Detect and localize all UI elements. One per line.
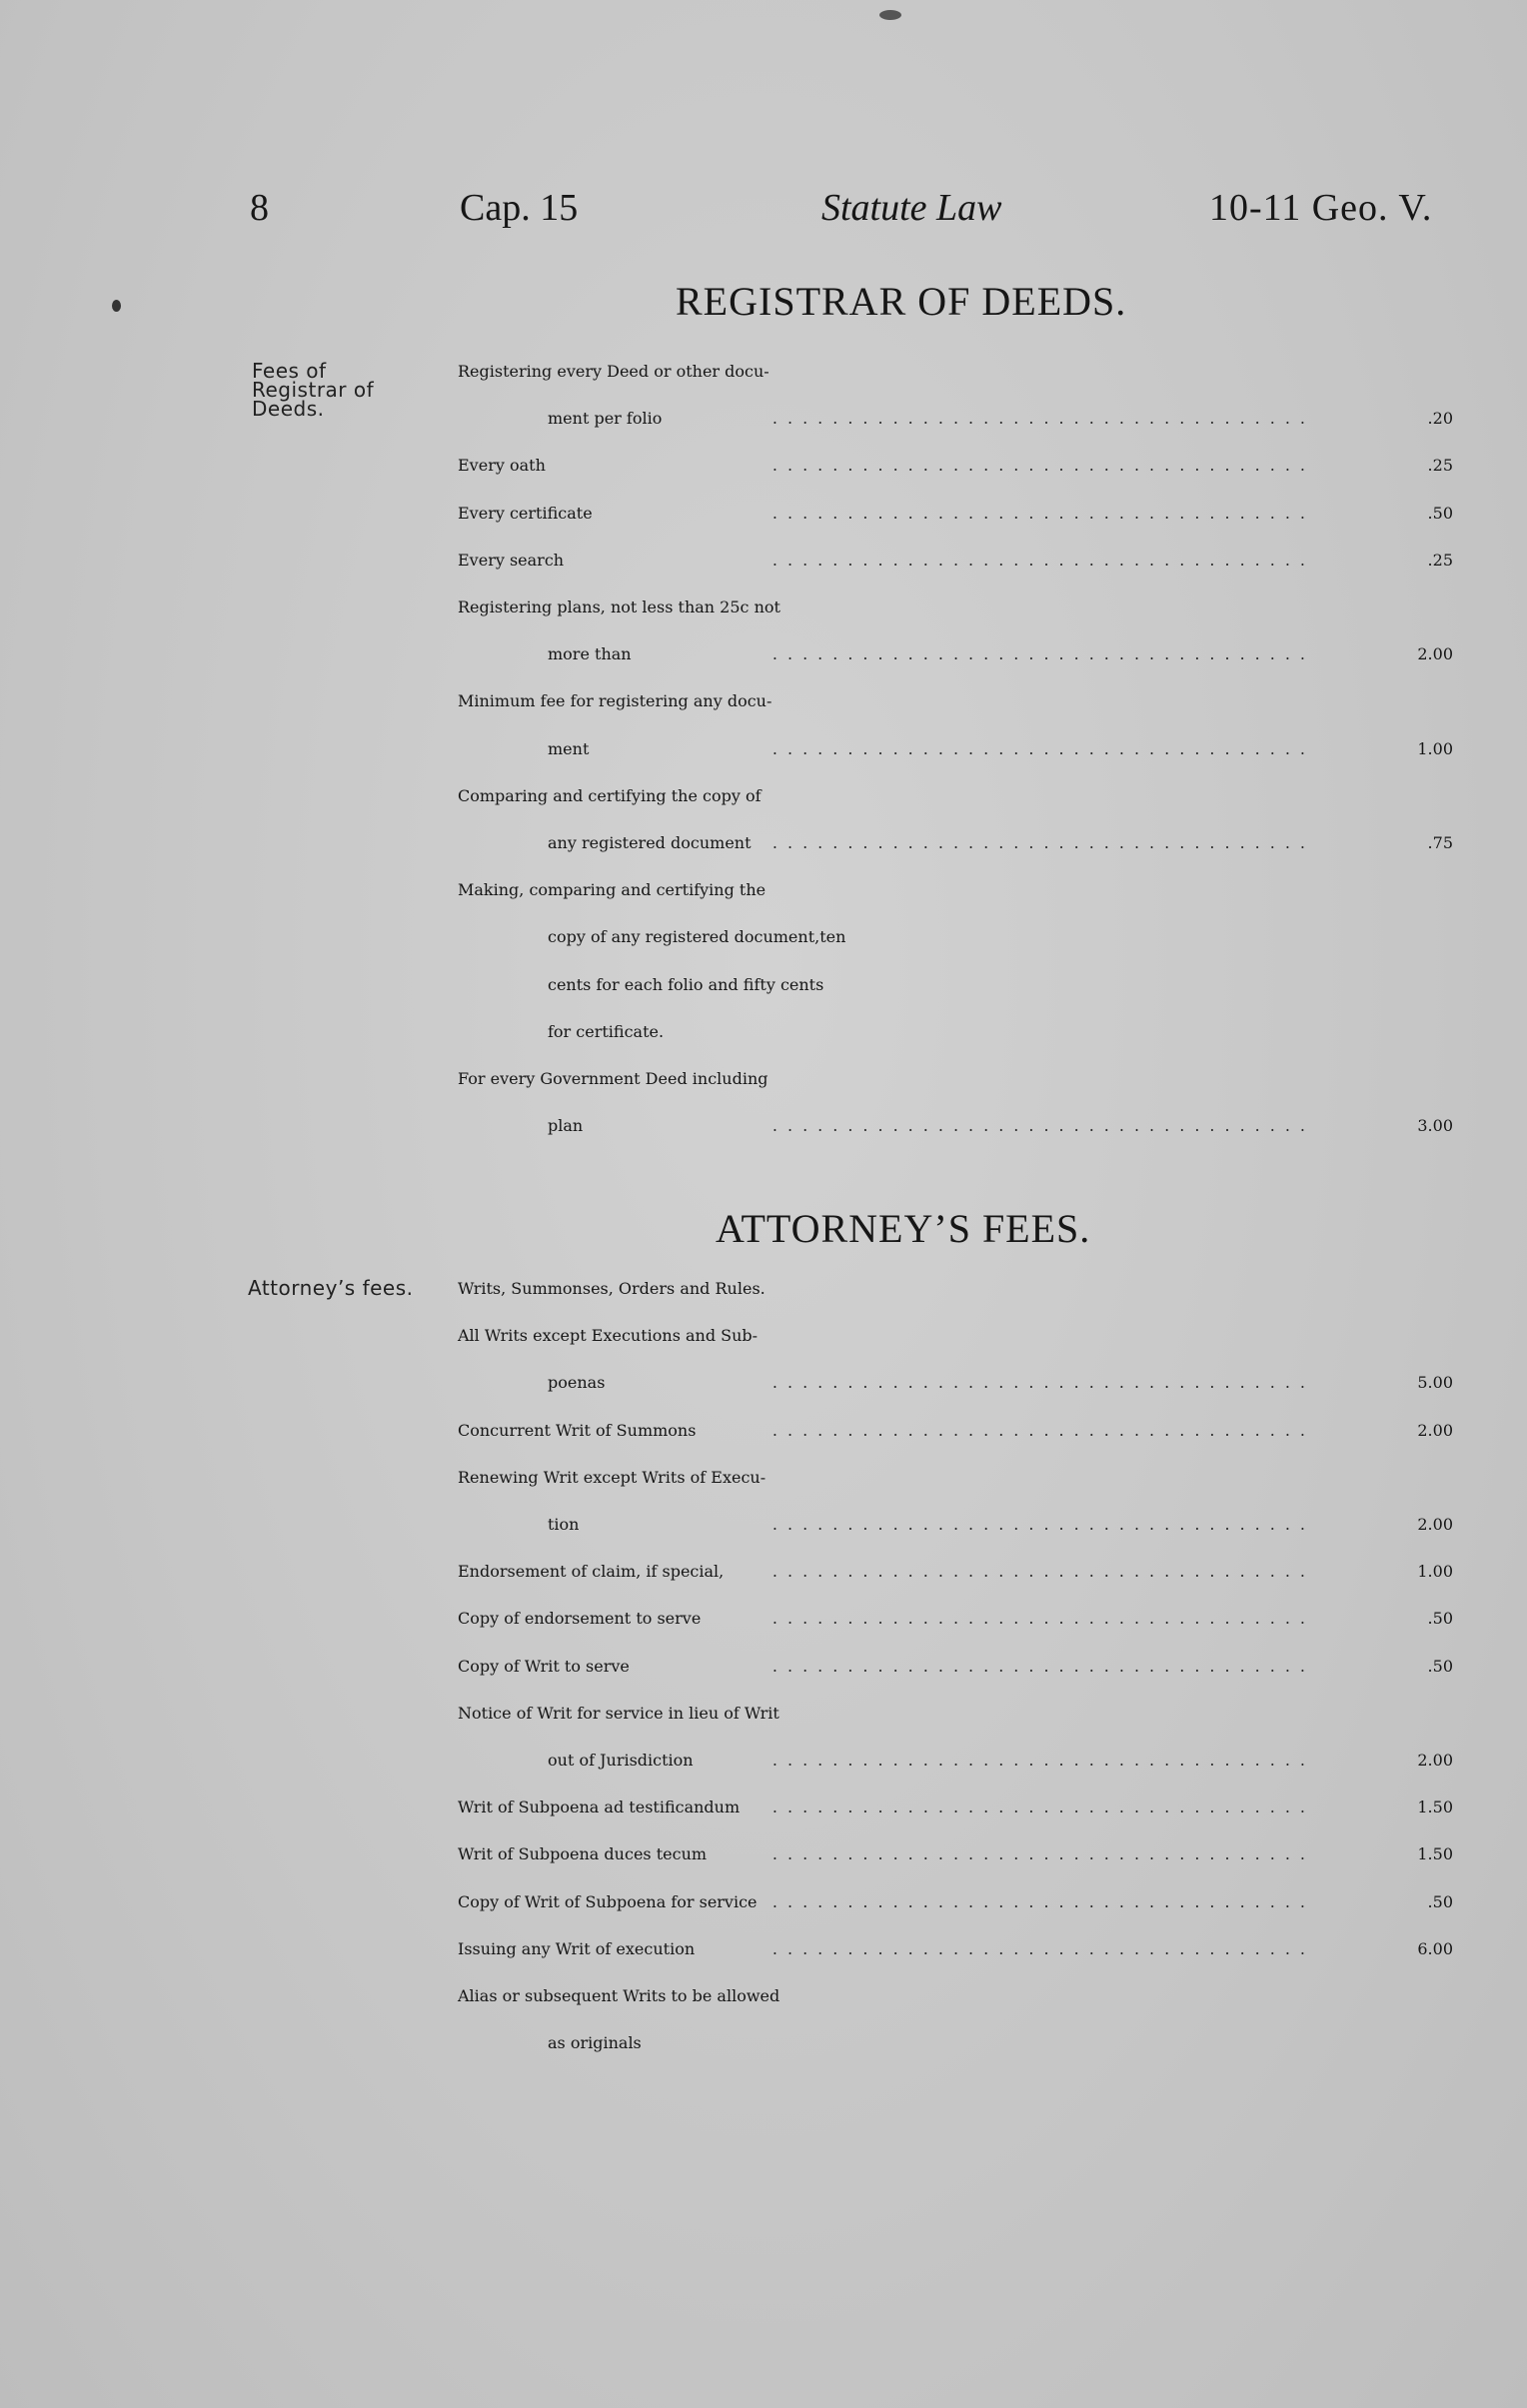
fee-description: Issuing any Writ of execution xyxy=(458,1938,696,1958)
fee-entry-line xyxy=(0,772,1527,819)
fee-entry-line xyxy=(0,537,1527,584)
fee-entry-line xyxy=(0,1737,1527,1784)
fee-entry-line xyxy=(0,1055,1527,1102)
fee-amount: .25 xyxy=(1427,456,1453,476)
fee-entry-line xyxy=(0,1359,1527,1406)
fee-entry-line xyxy=(0,819,1527,866)
fee-description: Comparing and certifying the copy of xyxy=(458,785,762,805)
leader-dots: .................................... xyxy=(771,456,1315,476)
fee-description: for certificate. xyxy=(548,1021,665,1041)
fee-amount: 1.00 xyxy=(1417,1562,1453,1582)
fee-description: Notice of Writ for service in lieu of Writ xyxy=(458,1703,779,1723)
fee-description: out of Jurisdiction xyxy=(548,1751,694,1770)
fee-description: All Writs except Executions and Sub- xyxy=(458,1326,759,1346)
fee-amount: 6.00 xyxy=(1417,1938,1453,1958)
leader-dots: .................................... xyxy=(771,1562,1315,1582)
leader-dots: .................................... xyxy=(771,1798,1315,1817)
fee-amount: .50 xyxy=(1427,1609,1453,1629)
page-number: 8 xyxy=(250,187,269,229)
fee-entry-line xyxy=(0,1102,1527,1149)
fee-description: cents for each folio and fifty cents xyxy=(548,974,824,994)
fee-entry-line xyxy=(0,630,1527,677)
leader-dots: .................................... xyxy=(771,833,1315,852)
fee-amount: 1.50 xyxy=(1417,1798,1453,1817)
fee-entry-line xyxy=(0,1878,1527,1925)
fee-amount: 5.00 xyxy=(1417,1373,1453,1393)
fee-description: ment xyxy=(548,738,590,758)
fee-description: copy of any registered document,ten xyxy=(548,927,846,947)
fee-description: Making, comparing and certifying the xyxy=(458,880,766,900)
fee-entry-line xyxy=(0,584,1527,630)
fee-description: Minimum fee for registering any docu- xyxy=(458,691,772,711)
leader-dots: .................................... xyxy=(771,1656,1315,1676)
fee-entry-line xyxy=(0,1501,1527,1548)
fee-entry-line xyxy=(0,1008,1527,1055)
leader-dots: .................................... xyxy=(771,1891,1315,1911)
leader-dots: .................................... xyxy=(771,1609,1315,1629)
leader-dots: .................................... xyxy=(771,550,1315,570)
leader-dots: .................................... xyxy=(771,1844,1315,1864)
running-header xyxy=(0,186,1527,236)
fee-description: Every certificate xyxy=(458,503,593,523)
fee-description: Copy of Writ to serve xyxy=(458,1656,630,1676)
fee-description: Writ of Subpoena duces tecum xyxy=(458,1844,708,1864)
fee-description: Renewing Writ except Writs of Execu- xyxy=(458,1467,766,1487)
fee-entry-line xyxy=(0,1643,1527,1690)
ink-speck xyxy=(879,10,901,20)
fee-entry-line xyxy=(0,1595,1527,1642)
fee-description: Registering every Deed or other docu- xyxy=(458,362,769,381)
leader-dots: .................................... xyxy=(771,503,1315,523)
fee-amount: 3.00 xyxy=(1417,1116,1453,1136)
fee-entry-line xyxy=(0,961,1527,1008)
chapter-label: Cap. 15 xyxy=(460,187,579,229)
fee-description: Copy of Writ of Subpoena for service xyxy=(458,1891,758,1911)
fee-entry-line xyxy=(0,2019,1527,2066)
fee-entry-line xyxy=(0,1548,1527,1595)
section-title-attorney: ATTORNEY’S FEES. xyxy=(716,1206,1091,1251)
fee-amount: 2.00 xyxy=(1417,1420,1453,1440)
fee-amount: 2.00 xyxy=(1417,1515,1453,1534)
fee-entry-line xyxy=(0,1454,1527,1501)
ink-speck xyxy=(112,300,121,312)
fee-description: Alias or subsequent Writs to be allowed xyxy=(458,1986,780,2005)
fee-entry-line xyxy=(0,1925,1527,1972)
fee-description: as originals xyxy=(548,2033,642,2053)
fee-description: For every Government Deed including xyxy=(458,1069,768,1088)
fee-amount: .25 xyxy=(1427,550,1453,570)
fee-amount: .50 xyxy=(1427,1891,1453,1911)
leader-dots: .................................... xyxy=(771,1116,1315,1136)
fee-amount: .50 xyxy=(1427,503,1453,523)
fee-entry-line xyxy=(0,1830,1527,1877)
leader-dots: .................................... xyxy=(771,1515,1315,1534)
leader-dots: .................................... xyxy=(771,1420,1315,1440)
fee-entry-line xyxy=(0,677,1527,724)
fee-entry-line xyxy=(0,442,1527,489)
fee-amount: .50 xyxy=(1427,1656,1453,1676)
fee-entry-line xyxy=(0,1312,1527,1359)
fee-amount: .75 xyxy=(1427,833,1453,852)
leader-dots: .................................... xyxy=(771,738,1315,758)
margin-note-registrar: Fees of Registrar of Deeds. xyxy=(252,359,375,421)
fee-description: any registered document xyxy=(548,833,752,852)
fee-entry-line xyxy=(0,913,1527,960)
fee-description: Registering plans, not less than 25c not xyxy=(458,598,780,616)
fee-description: Copy of endorsement to serve xyxy=(458,1609,702,1629)
leader-dots: .................................... xyxy=(771,644,1315,664)
fee-description: ment per folio xyxy=(548,409,663,429)
fee-description: Writ of Subpoena ad testificandum xyxy=(458,1798,741,1817)
fee-description: Every search xyxy=(458,550,565,570)
fee-entry-line xyxy=(0,395,1527,442)
fee-description: tion xyxy=(548,1515,580,1534)
fee-amount: 1.50 xyxy=(1417,1844,1453,1864)
fee-description: Concurrent Writ of Summons xyxy=(458,1420,697,1440)
fee-entry-line xyxy=(0,1407,1527,1454)
fee-entry-line xyxy=(0,1690,1527,1737)
fee-description: Writs, Summonses, Orders and Rules. xyxy=(458,1279,765,1298)
margin-note-attorney: Attorney’s fees. xyxy=(248,1276,414,1300)
fee-amount: .20 xyxy=(1427,409,1453,429)
fee-entry-line xyxy=(0,490,1527,537)
fee-amount: 2.00 xyxy=(1417,644,1453,664)
leader-dots: .................................... xyxy=(771,1373,1315,1393)
fee-description: poenas xyxy=(548,1373,606,1393)
section-title-registrar: REGISTRAR OF DEEDS. xyxy=(676,279,1127,324)
fee-entry-line xyxy=(0,1784,1527,1830)
fee-description: Endorsement of claim, if special, xyxy=(458,1562,725,1582)
fee-amount: 2.00 xyxy=(1417,1751,1453,1770)
fee-description: Every oath xyxy=(458,456,546,476)
fee-amount: 1.00 xyxy=(1417,738,1453,758)
fee-entry-line xyxy=(0,866,1527,913)
fee-entry-line xyxy=(0,1265,1527,1312)
fee-entry-line xyxy=(0,1972,1527,2019)
fee-description: more than xyxy=(548,644,632,664)
leader-dots: .................................... xyxy=(771,1938,1315,1958)
running-title: Statute Law xyxy=(821,187,1002,229)
leader-dots: .................................... xyxy=(771,1751,1315,1770)
fee-entry-line xyxy=(0,348,1527,395)
regnal-year: 10-11 Geo. V. xyxy=(1209,187,1433,229)
fee-entry-line xyxy=(0,725,1527,772)
fee-description: plan xyxy=(548,1116,584,1136)
leader-dots: .................................... xyxy=(771,409,1315,429)
